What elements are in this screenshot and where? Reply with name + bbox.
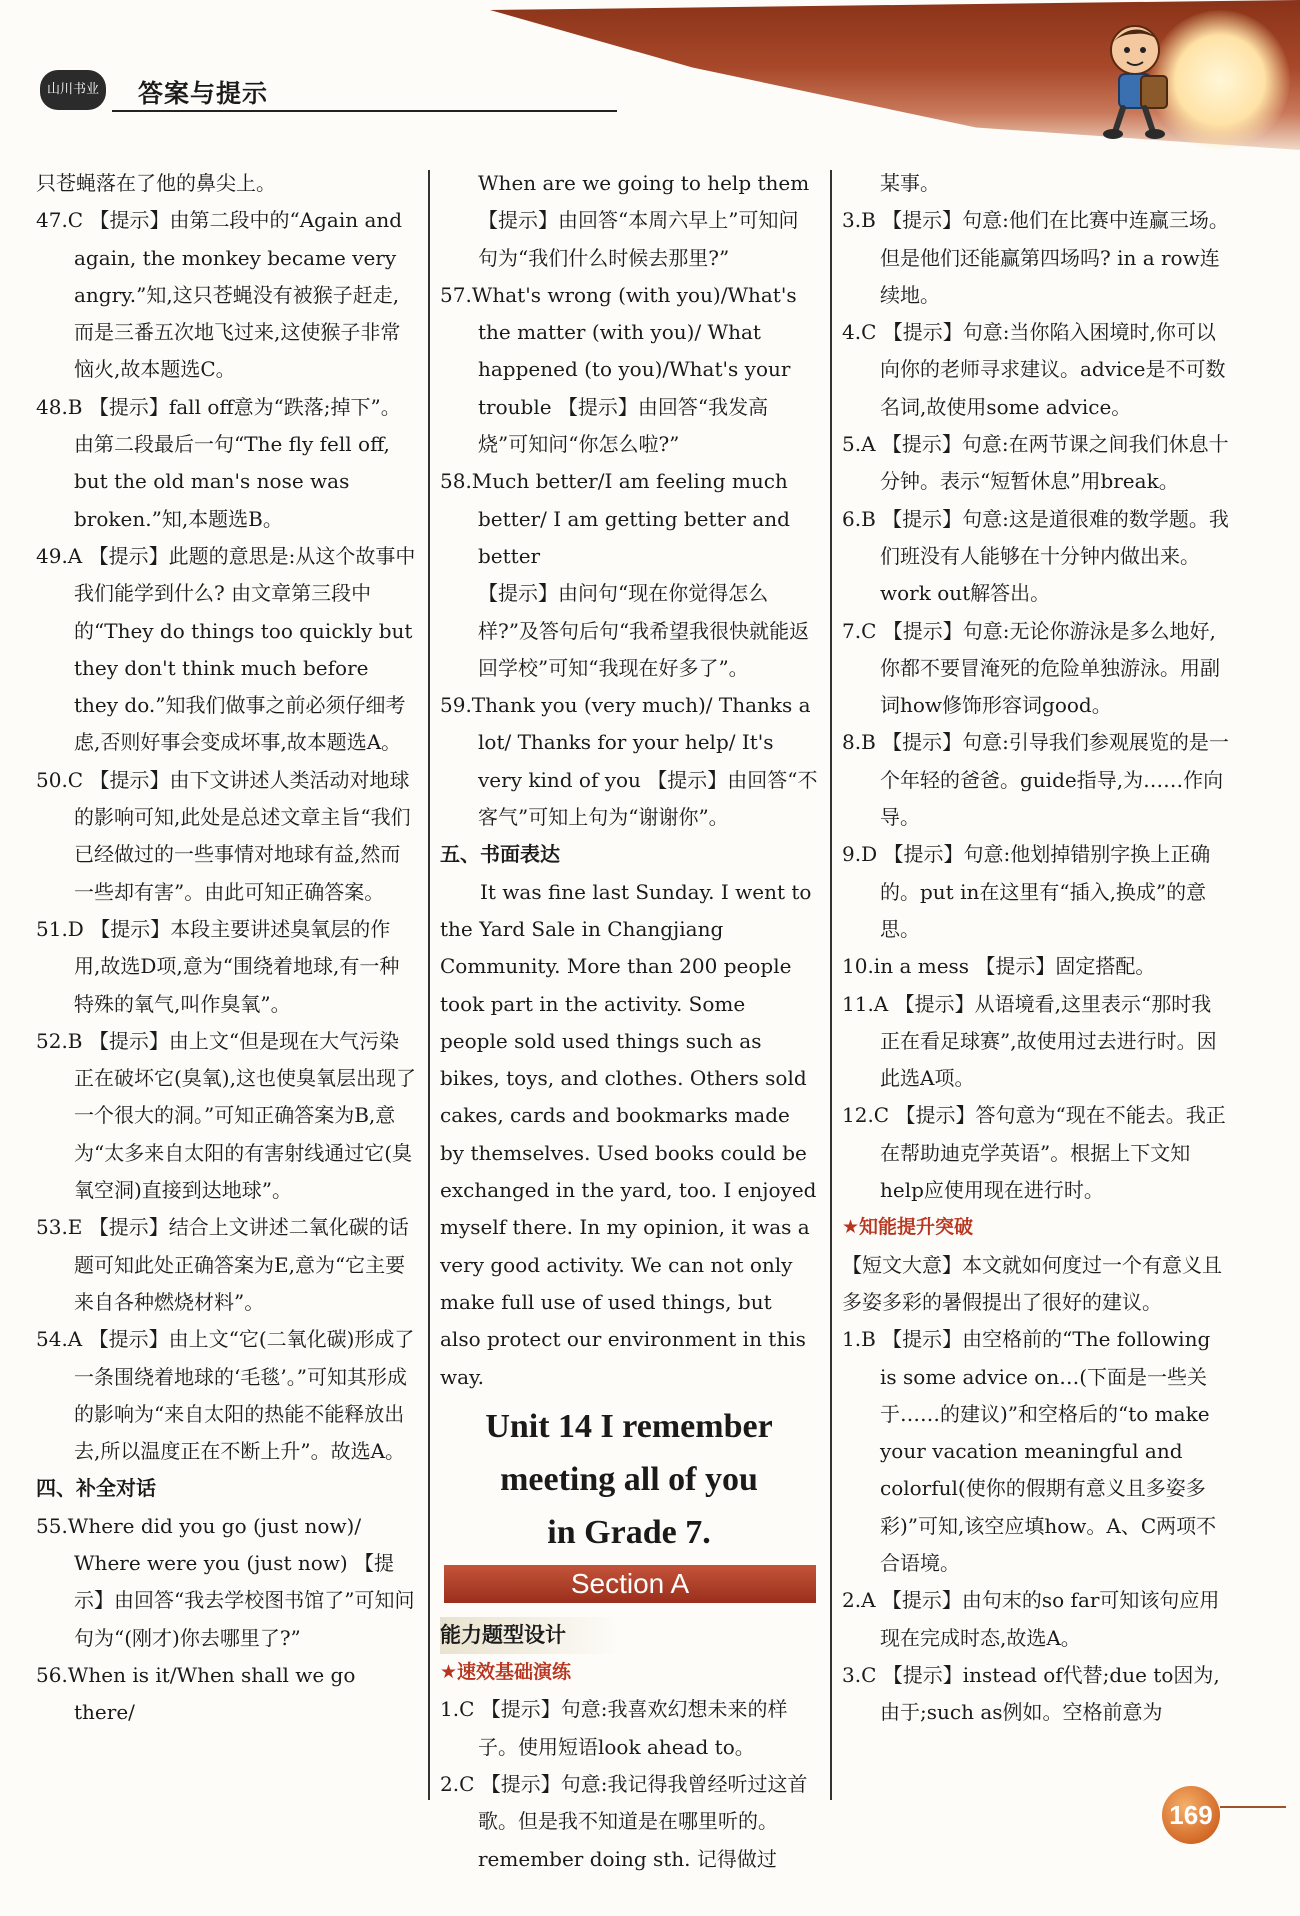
answer-item: 59.Thank you (very much)/ Thanks a lot/ Thanks for your help/ It's very kind of you 【提示】由回答“不客气”可知上句为“谢谢你”。 (440, 693, 818, 830)
answer-item: 52.B 【提示】由上文“但是现在大气污染正在破坏它(臭氧),这也使臭氧层出现了一个很大的洞。”可知正确答案为B,意为“太多来自太阳的有害射线通过它(臭氧空洞)直接到达地球”。 (36, 1028, 416, 1203)
answer-item: 3.B 【提示】句意:他们在比赛中连赢三场。但是他们还能赢第四场吗? in a row连续地。 (842, 208, 1229, 307)
unit-title-line: Unit 14 I remember (485, 1407, 773, 1445)
answer-item: 8.B 【提示】句意:引导我们参观展览的是一个年轻的爸爸。guide指导,为……作向导。 (842, 730, 1229, 830)
writing-essay: It was fine last Sunday. I went to the Yard Sale in Changjiang Community. More than 200 people took part in the activity. Some people sold used things such as bikes, toys, and clothes. Others sold cakes, cards and bookmarks made by themselves. Used books could be exchanged in the yard, too. I enjoyed myself there. In my opinion, it was a very good activity. We can not only make full use of used things, but also protect our environment in this way. (440, 879, 817, 1389)
mascot-icon (1085, 20, 1180, 140)
answer-item: 6.B 【提示】句意:这是道很难的数学题。我们班没有人能够在十分钟内做出来。work out解答出。 (842, 506, 1229, 606)
section-heading: 四、补全对话 (36, 1476, 156, 1501)
answer-item: 1.B 【提示】由空格前的“The following is some advice on…(下面是一些关于……的建议)”和空格后的“to make your vacation meaningful and colorful(使你的假期有意义且多姿多彩)”可知,该空应填how。A、C两项不合语境。 (842, 1327, 1217, 1575)
answer-item: 57.What's wrong (with you)/What's the matter (with you)/ What happened (to you)/What's your trouble 【提示】由回答“我发高烧”可知问“你怎么啦?” (440, 282, 797, 457)
advanced-heading: ★知能提升突破 (842, 1216, 974, 1239)
answer-item: 7.C 【提示】句意:无论你游泳是多么地好,你都不要冒淹死的危险单独游泳。用副词how修饰形容词good。 (842, 618, 1220, 718)
publisher-logo: 山川书业 (40, 70, 106, 110)
answer-item: 只苍蝇落在了他的鼻尖上。 (36, 171, 276, 195)
answer-item: 56.When is it/When shall we go there/ (36, 1662, 356, 1725)
answer-item: 53.E 【提示】结合上文讲述二氧化碳的话题可知此处正确答案为E,意为“它主要来自各种燃烧材料”。 (36, 1215, 409, 1314)
answer-hint: 【提示】由问句“现在你觉得怎么样?”及答句后句“我希望我很快就能返回学校”可知“我现在好多了”。 (478, 581, 810, 680)
basic-practice-heading: ★速效基础演练 (440, 1661, 572, 1684)
section-banner: Section A (444, 1565, 816, 1603)
unit-title (440, 1400, 818, 1559)
answer-hint: 【提示】由回答“本周六早上”可知问句为“我们什么时候去那里?” (478, 208, 799, 270)
answer-item: 49.A 【提示】此题的意思是:从这个故事中我们能学到什么? 由文章第三段中的“They do things too quickly but they don't think much before they do.”知我们做事之前必须仔细考虑,否则好事会变成坏事,故本题选A。 (36, 543, 416, 755)
page-header (0, 0, 1300, 170)
answer-item: 50.C 【提示】由下文讲述人类活动对地球的影响可知,此处是总述文章主旨“我们已经做过的一些事情对地球有益,然而一些却有害”。由此可知正确答案。 (36, 767, 411, 904)
section-heading: 五、书面表达 (440, 842, 560, 867)
answer-item: 2.C 【提示】句意:我记得我曾经听过这首歌。但是我不知道是在哪里听的。remember doing sth. 记得做过 (440, 1771, 808, 1871)
column-right (842, 165, 1230, 1731)
ability-heading: 能力题型设计 (440, 1617, 620, 1654)
column-middle (440, 165, 818, 1878)
page-number-rule (1220, 1806, 1286, 1808)
answer-item: 58.Much better/I am feeling much better/ I am getting better and better (440, 469, 790, 568)
header-rule (112, 110, 617, 112)
page-title: 答案与提示 (138, 79, 269, 108)
column-left (36, 165, 416, 1731)
answer-item: 某事。 (880, 171, 940, 195)
unit-title-line: meeting all of you (500, 1460, 758, 1498)
answer-item: 54.A 【提示】由上文“它(二氧化碳)形成了一条围绕着地球的‘毛毯’。”可知其形成的影响为“来自太阳的热能不能释放出去,所以温度正在不断上升”。故选A。 (36, 1327, 415, 1464)
answer-item: 3.C 【提示】instead of代替;due to因为,由于;such as例如。空格前意为 (842, 1662, 1220, 1725)
answer-item: 47.C 【提示】由第二段中的“Again and again, the monkey became very angry.”知,这只苍蝇没有被猴子赶走,而是三番五次地飞过来,这使猴子非常恼火,故本题选C。 (36, 208, 403, 382)
answer-item: 4.C 【提示】句意:当你陷入困境时,你可以向你的老师寻求建议。advice是不可数名词,故使用some advice。 (842, 320, 1226, 419)
answer-item: 9.D 【提示】句意:他划掉错别字换上正确的。put in在这里有“插入,换成”的意思。 (842, 842, 1211, 941)
answer-item: When are we going to help them (478, 171, 810, 195)
answer-item: 48.B 【提示】fall off意为“跌落;掉下”。由第二段最后一句“The fly fell off, but the old man's nose was broken.”知,本题选B。 (36, 394, 401, 531)
column-divider (428, 170, 430, 1800)
unit-title-line: in Grade 7. (547, 1513, 711, 1551)
answer-item: 55.Where did you go (just now)/ Where were you (just now) 【提示】由回答“我去学校图书馆了”可知问句为“(刚才)你去哪里了?” (36, 1513, 415, 1650)
answer-item: 10.in a mess 【提示】固定搭配。 (842, 954, 1156, 979)
answer-item: 1.C 【提示】句意:我喜欢幻想未来的样子。使用短语look ahead to。 (440, 1697, 788, 1759)
column-divider (830, 170, 832, 1800)
answer-item: 5.A 【提示】句意:在两节课之间我们休息十分钟。表示“短暂休息”用break。 (842, 432, 1229, 494)
page-number: 169 (1162, 1786, 1220, 1844)
answer-item: 51.D 【提示】本段主要讲述臭氧层的作用,故选D项,意为“围绕着地球,有一种特殊的氧气,叫作臭氧”。 (36, 916, 400, 1016)
answer-item: 2.A 【提示】由句末的so far可知该句应用现在完成时态,故选A。 (842, 1588, 1220, 1650)
passage-summary: 【短文大意】本文就如何度过一个有意义且多姿多彩的暑假提出了很好的建议。 (842, 1252, 1222, 1314)
answer-item: 12.C 【提示】答句意为“现在不能去。我正在帮助迪克学英语”。根据上下文知help应使用现在进行时。 (842, 1103, 1226, 1203)
answer-item: 11.A 【提示】从语境看,这里表示“那时我正在看足球赛”,故使用过去进行时。因此选A项。 (842, 991, 1217, 1091)
